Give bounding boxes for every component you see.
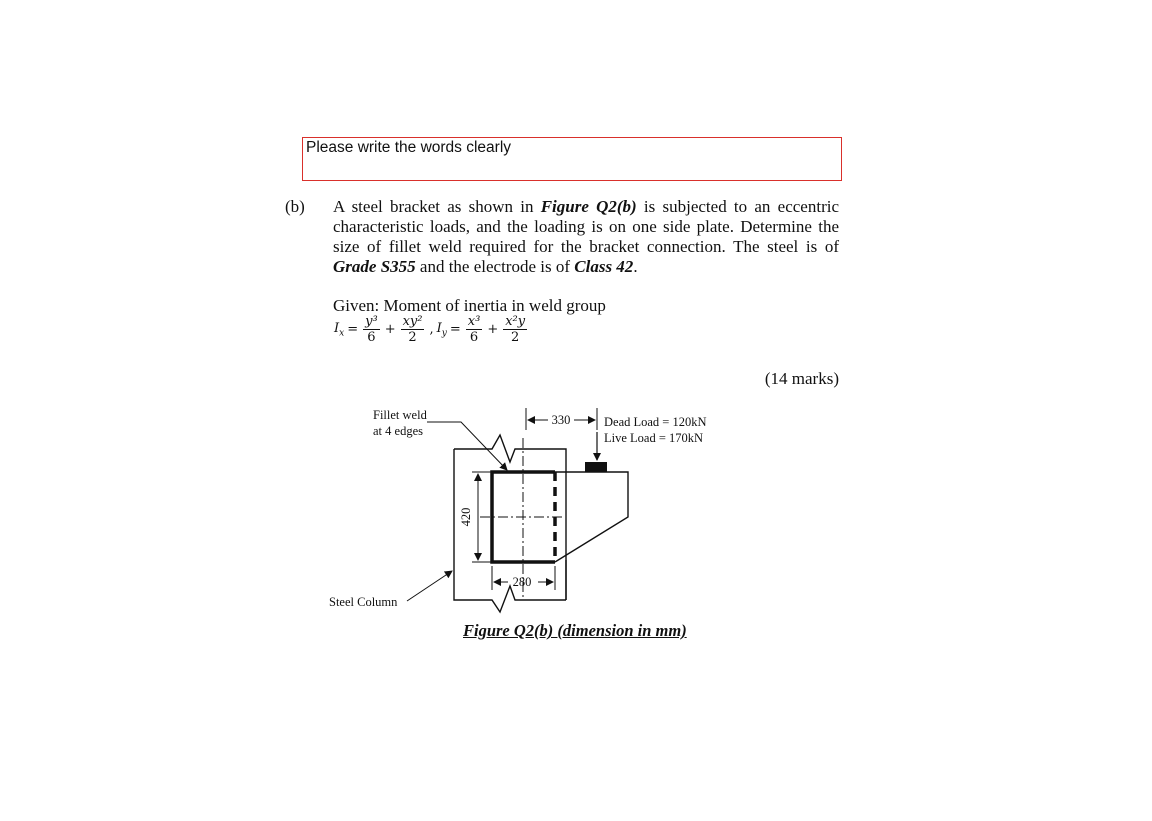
fraction-term-4: $\frac{\text{x²y}}{2}$ <box>505 314 526 345</box>
fraction-term-2: $\frac{\text{xy²}}{2}$ <box>402 314 423 345</box>
para-segment: A steel bracket as shown in <box>333 197 541 216</box>
fillet-weld-leader <box>427 422 507 470</box>
question-label: (b) <box>285 197 305 216</box>
fraction-term-1: $\frac{\text{y³}}{6}$ <box>365 314 378 345</box>
steel-grade: Grade S355 <box>333 257 416 276</box>
dim-280-label: 280 <box>512 575 532 589</box>
marks-label: (14 marks) <box>764 369 839 388</box>
fraction-term-3: $\frac{\text{x³}}{6}$ <box>467 314 481 345</box>
para-segment: . <box>633 257 638 276</box>
para-segment: is subjected to an eccentric characteristic loads, and the loading is on one side plate. Determine the size of fillet weld required for the bracket connection. The steel is of <box>333 197 840 256</box>
instruction-text: Please write the words clearly <box>306 139 512 156</box>
question-paragraph <box>333 197 839 277</box>
iy-symbol: $I_y$ <box>436 320 447 339</box>
dead-load-label: Dead Load = 120kN <box>604 415 707 429</box>
fillet-weld-label-1: Fillet weld <box>373 408 427 422</box>
bracket-figure <box>320 400 740 630</box>
inertia-formula: $I_x$ = $\frac{\text{y³}}{6}$ + $\frac{\text{xy²}}{2}$ , $I_y$ = $\frac{\text{x³}}{6}$ + $\frac{\text{x²y}}{2}$ <box>334 314 526 345</box>
steel-column-leader <box>407 571 452 601</box>
load-block <box>585 462 607 472</box>
electrode-class: Class 42 <box>574 257 634 276</box>
given-statement: Given: Moment of inertia in weld group <box>333 296 606 315</box>
figure-caption: Figure Q2(b) (dimension in mm) <box>463 621 687 640</box>
dim-330-label: 330 <box>551 413 571 427</box>
live-load-label: Live Load = 170kN <box>604 431 704 445</box>
steel-column-label: Steel Column <box>329 595 398 609</box>
figure-reference: Figure Q2(b) <box>540 197 637 216</box>
instruction-box <box>302 137 842 181</box>
fillet-weld-label-2: at 4 edges <box>373 424 423 438</box>
dim-420-label: 420 <box>459 507 473 527</box>
ix-symbol: $I_x$ <box>334 320 345 339</box>
para-segment: and the electrode is of <box>415 257 575 276</box>
